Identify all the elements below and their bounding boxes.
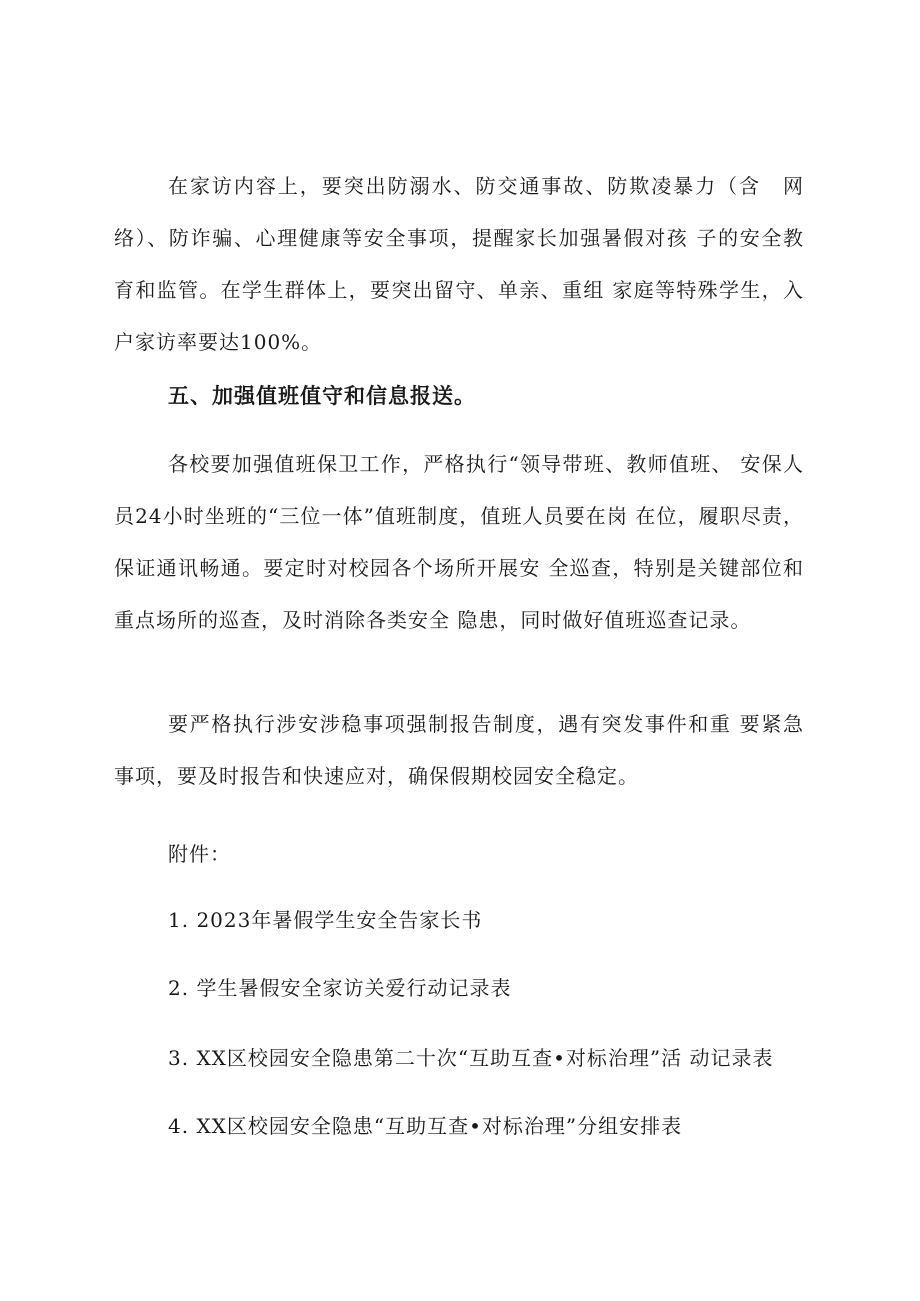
attachment-item-4: 4. XX区校园安全隐患“互助互查•对标治理”分组安排表 bbox=[168, 1114, 683, 1138]
paragraph-mandatory-report: 要严格执行涉安涉稳事项强制报告制度，遇有突发事件和重 要紧急事项，要及时报告和快速应对，确保假期校园安全稳定。 bbox=[114, 712, 804, 788]
attachment-item-3: 3. XX区校园安全隐患第二十次“互助互查•对标治理”活 动记录表 bbox=[168, 1046, 774, 1070]
section-heading-five: 五、加强值班值守和信息报送。 bbox=[168, 384, 476, 408]
paragraph-home-visit-content: 在家访内容上，要突出防溺水、防交通事故、防欺凌暴力（含 网络）、防诈骗、心理健康等安全事项，提醒家长加强暑假对孩 子的安全教育和监管。在学生群体上，要突出留守、单亲、重组 家庭等特殊学生，入户家访率要达100%。 bbox=[114, 174, 804, 354]
paragraph-duty-work: 各校要加强值班保卫工作，严格执行“领导带班、教师值班、 安保人员24小时坐班的“三位一体”值班制度，值班人员要在岗 在位，履职尽责，保证通讯畅通。要定时对校园各个场所开展安 全巡查，特别是关键部位和重点场所的巡查，及时消除各类安全 隐患，同时做好值班巡查记录。 bbox=[114, 452, 804, 632]
attachment-item-2: 2. 学生暑假安全家访关爱行动记录表 bbox=[168, 976, 512, 1000]
attachment-item-1: 1. 2023年暑假学生安全告家长书 bbox=[168, 908, 483, 932]
attachments-label: 附件： bbox=[168, 842, 231, 866]
